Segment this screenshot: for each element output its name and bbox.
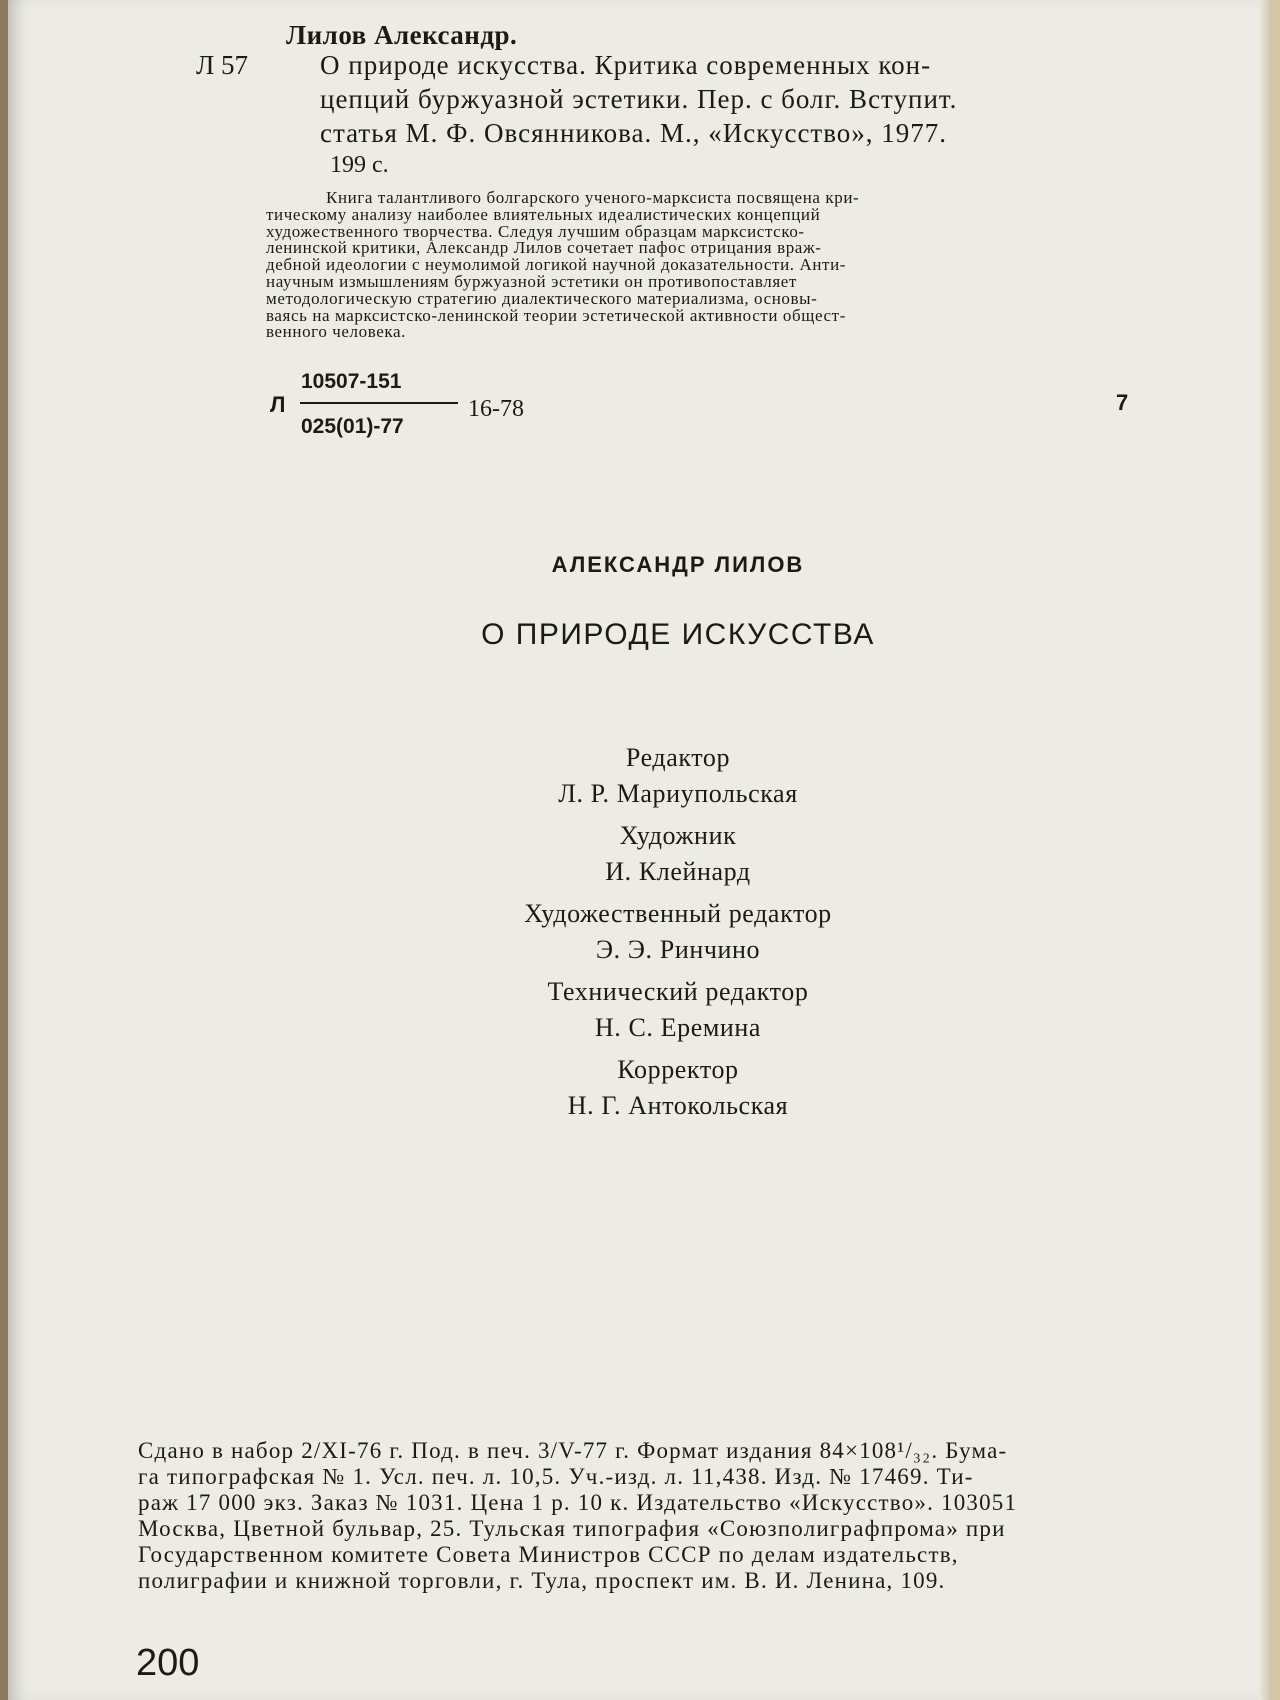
credit-entry [8,974,1280,1046]
credit-entry [8,740,1280,812]
bibliography-line: цепций буржуазной эстетики. Пер. с болг. Вступит. [320,84,958,114]
classification-letter: Л [270,392,286,417]
classification-numerator: 10507-151 [301,370,402,393]
imprint-line: Сдано в набор 2/XI-76 г. Под. в печ. 3/V-77 г. Формат издания 84×108¹/₃₂. Бума- [138,1438,1008,1463]
book-page [8,0,1272,1700]
book-title: О ПРИРОДЕ ИСКУССТВА [481,618,875,651]
credit-person: Э. Э. Ринчино [595,935,761,964]
classification-denominator: 025(01)-77 [301,415,404,438]
credit-person: Н. С. Еремина [594,1013,762,1042]
credit-entry [8,896,1280,968]
classification-code: 16-78 [468,396,524,422]
classification-right-number: 7 [1116,390,1129,415]
credit-role: Художественный редактор [524,899,832,928]
imprint-text [138,1438,1248,1594]
annotation-line: тическому анализу наиболее влиятельных идеалистических концепций [266,204,821,224]
imprint-line: полиграфии и книжной торговли, г. Тула, проспект им. В. И. Ленина, 109. [138,1568,946,1593]
annotation-line: дебной идеологии с неумолимой логикой научной доказательности. Анти- [266,255,847,275]
bibliography-line: статья М. Ф. Овсянникова. М., «Искусство», 1977. [320,118,948,148]
credit-entry [8,818,1280,890]
book-author: АЛЕКСАНДР ЛИЛОВ [551,552,805,577]
credit-person: И. Клейнард [605,857,751,886]
bibliography-line: О природе искусства. Критика современных кон- [320,50,932,80]
page-count: 199 с. [330,152,389,178]
credit-role: Корректор [617,1055,739,1084]
page-number: 200 [136,1642,200,1684]
credit-role: Технический редактор [547,977,809,1006]
annotation-line: художественного творчества. Следуя лучшим образцам марксистско- [266,221,805,241]
credit-person: Н. Г. Антокольская [567,1091,789,1120]
imprint-line: Государственном комитете Совета Министров СССР по делам издательств, [138,1542,959,1567]
annotation-text [266,190,1126,341]
credit-entry [8,1052,1280,1124]
imprint-line: Москва, Цветной бульвар, 25. Тульская типография «Союзполиграфпрома» при [138,1516,1006,1541]
annotation-line: венного человека. [266,322,407,342]
annotation-line: ленинской критики, Александр Лилов сочетает пафос отрицания враж- [266,238,822,258]
credits-list [8,740,1280,1130]
annotation-line: ваясь на марксистско-ленинской теории эстетической активности общест- [266,305,846,325]
credit-person: Л. Р. Мариупольская [558,779,798,808]
imprint-line: раж 17 000 экз. Заказ № 1031. Цена 1 р. 10 к. Издательство «Искусство». 103051 [138,1490,1018,1515]
annotation-line: научным измышлениям буржуазной эстетики он противопоставляет [266,271,797,291]
classification-fraction-rule [300,402,458,404]
credit-role: Редактор [625,743,731,772]
imprint-line: га типографская № 1. Усл. печ. л. 10,5. Уч.-изд. л. 11,438. Изд. № 17469. Ти- [138,1464,974,1489]
credit-role: Художник [619,821,737,850]
bibliography-author: Лилов Александр. [286,20,518,50]
annotation-line: методологическую стратегию диалектического материализма, основы- [266,288,818,308]
annotation-line: Книга талантливого болгарского ученого-марксиста посвящена кри- [326,188,860,207]
catalog-code: Л 57 [196,50,249,80]
